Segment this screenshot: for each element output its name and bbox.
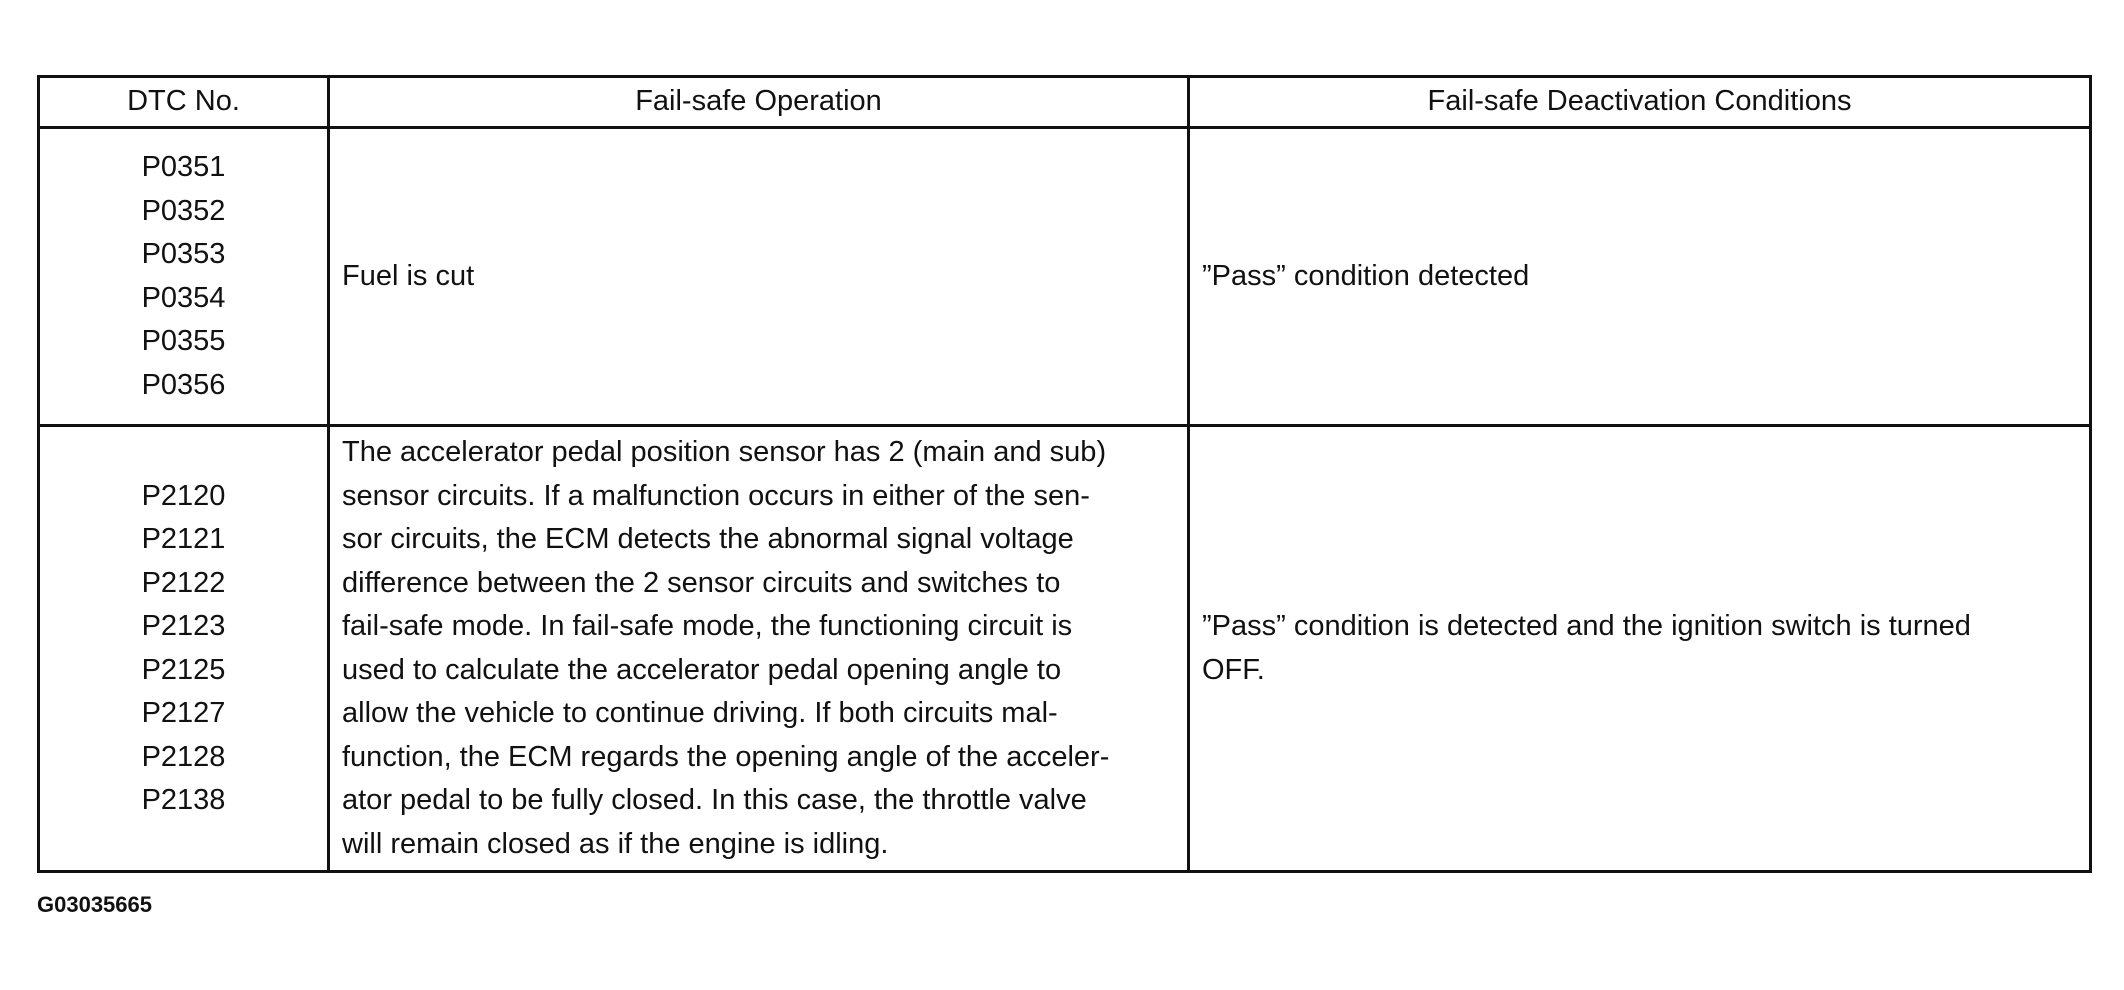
operation-line: used to calculate the accelerator pedal opening angle to (342, 653, 1062, 686)
operation-cell (329, 426, 1189, 872)
figure-id: G03035665 (37, 892, 152, 917)
operation-line: fail-safe mode. In fail-safe mode, the functioning circuit is (342, 610, 1073, 642)
dtc-code: P0351 (141, 151, 226, 183)
operation-line: difference between the 2 sensor circuits and switches to (342, 566, 1061, 599)
dtc-code: P0355 (141, 325, 226, 357)
deactivation-text: ”Pass” condition detected (1202, 259, 1530, 292)
operation-cell (329, 128, 1189, 426)
dtc-code: P2138 (141, 784, 226, 816)
deactivation-cell (1189, 128, 2091, 426)
table-row (39, 426, 2091, 872)
dtc-code: P0353 (141, 238, 226, 270)
deactivation-line: OFF. (1202, 653, 1265, 686)
dtc-cell (39, 128, 329, 426)
operation-line: ator pedal to be fully closed. In this case, the throttle valve (342, 784, 1087, 816)
dtc-code: P0354 (141, 281, 226, 314)
dtc-code: P0356 (141, 368, 226, 401)
operation-line: The accelerator pedal position sensor has 2 (main and sub) (342, 436, 1107, 468)
operation-line: function, the ECM regards the opening angle of the acceler- (342, 740, 1110, 773)
header-failsafe-operation: Fail-safe Operation (329, 77, 1189, 128)
deactivation-cell (1189, 426, 2091, 872)
failsafe-table (37, 75, 2092, 873)
dtc-code: P2128 (141, 740, 226, 773)
operation-line: sensor circuits. If a malfunction occurs in either of the sen- (342, 479, 1090, 512)
header-dtc-no: DTC No. (39, 77, 329, 128)
dtc-code: P2120 (141, 479, 226, 512)
dtc-code: P2125 (141, 653, 226, 686)
operation-text: Fuel is cut (342, 259, 475, 292)
dtc-cell (39, 426, 329, 872)
table-row (39, 128, 2091, 426)
operation-line: will remain closed as if the engine is idling. (342, 827, 889, 860)
dtc-code: P2123 (141, 610, 226, 642)
dtc-code: P2122 (141, 566, 226, 599)
header-failsafe-deactivation: Fail-safe Deactivation Conditions (1189, 77, 2091, 128)
dtc-code: P2121 (141, 523, 226, 555)
dtc-code: P2127 (141, 697, 226, 729)
operation-line: sor circuits, the ECM detects the abnormal signal voltage (342, 523, 1074, 555)
deactivation-line: ”Pass” condition is detected and the ignition switch is turned (1202, 610, 1971, 642)
table-header-row (39, 77, 2091, 128)
dtc-code: P0352 (141, 194, 226, 227)
operation-line: allow the vehicle to continue driving. If both circuits mal- (342, 697, 1058, 729)
